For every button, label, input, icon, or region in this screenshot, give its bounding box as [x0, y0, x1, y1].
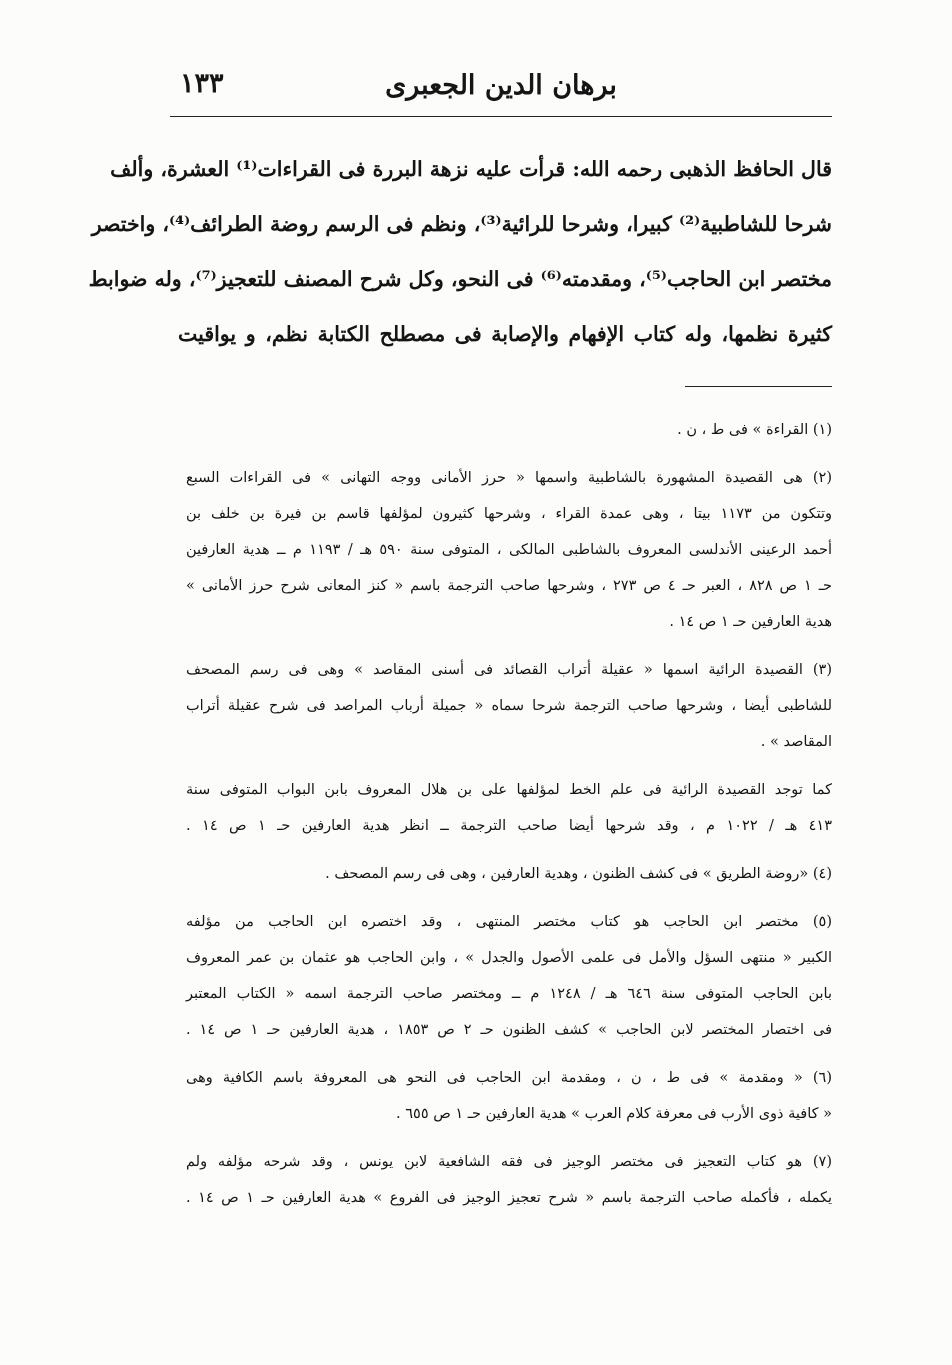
- footnotes: [186, 412, 832, 1228]
- footnote-line: المقاصد » .: [760, 734, 832, 750]
- footnote-5: [186, 904, 832, 1048]
- footnote-line: يكمله ، فأكمله صاحب الترجمة باسم « شرح تعجيز الوجيز فى الفروع » هدية العارفين حـ ١ ص ١٤ .: [186, 1190, 833, 1206]
- footnote-line: ٤١٣ هـ / ١٠٢٢ م ، وقد شرحها أيضا صاحب الترجمة ــ انظر هدية العارفين حـ ١ ص ١٤ .: [186, 818, 833, 834]
- footnote-3: [186, 652, 832, 760]
- footnote-line: وتتكون من ١١٧٣ بيتا ، وهى عمدة القراء ، وشرحها كثيرون لمؤلفها قاسم بن فيرة بن خلف بن: [186, 506, 832, 522]
- running-title: برهان الدين الجعبرى: [385, 70, 617, 101]
- page-header: [170, 56, 832, 117]
- footnote-line: هدية العارفين حـ ١ ص ١٤ .: [669, 614, 832, 630]
- footnote-line: للشاطبى أيضا ، وشرحها صاحب الترجمة شرحا سماه « جميلة أرباب المراصد فى شرح عقيلة أتراب: [186, 698, 832, 714]
- footnote-line: أحمد الرعينى الأندلسى المعروف بالشاطبى المالكى ، المتوفى سنة ٥٩٠ هـ / ١١٩٣ م ــ هدية العارفين: [186, 542, 832, 558]
- footnote-3-continued: [186, 772, 832, 844]
- footnote-line: الكبير « منتهى السؤل والأمل فى علمى الأصول والجدل » ، وابن الحاجب هو عثمان بن عمر المعروف: [186, 950, 832, 966]
- footnote-line: حـ ١ ص ٨٢٨ ، العبر حـ ٤ ص ٢٧٣ ، وشرحها صاحب الترجمة باسم « كنز المعانى شرح حرز الأمانى »: [186, 578, 832, 594]
- footnote-line: (٤) «روضة الطريق » فى كشف الظنون ، وهدية العارفين ، وهى فى رسم المصحف .: [325, 866, 832, 882]
- footnote-line: (٦) « ومقدمة » فى ط ، ن ، ومقدمة ابن الحاجب فى النحو هى المعروفة باسم الكافية وهى: [186, 1070, 832, 1086]
- body-line: مختصر ابن الحاجب⁽⁵⁾، ومقدمته⁽⁶⁾ فى النحو، وكل شرح المصنف للتعجيز⁽⁷⁾، وله ضوابط: [88, 267, 832, 291]
- footnote-line: فى اختصار المختصر لابن الحاجب » كشف الظنون حـ ٢ ص ١٨٥٣ ، هدية العارفين حـ ١ ص ١٤ .: [186, 1022, 833, 1038]
- page-number: ١٣٣: [180, 68, 224, 99]
- body-line: كثيرة نظمها، وله كتاب الإفهام والإصابة فى مصطلح الكتابة نظم، و يواقيت: [178, 322, 832, 346]
- footnote-line: (٣) القصيدة الرائية اسمها « عقيلة أتراب القصائد فى أسنى المقاصد » وهى فى رسم المصحف: [186, 662, 832, 678]
- footnote-6: [186, 1060, 832, 1132]
- body-line: شرحا للشاطبية⁽²⁾ كبيرا، وشرحا للرائية⁽³⁾، ونظم فى الرسم روضة الطرائف⁽⁴⁾، واختصر: [91, 212, 832, 236]
- footnote-line: (٥) مختصر ابن الحاجب هو كتاب مختصر المنتهى ، وقد اختصره ابن الحاجب من مؤلفه: [186, 914, 832, 930]
- footnote-separator: [685, 386, 832, 387]
- footnote-line: « كافية ذوى الأرب فى معرفة كلام العرب » هدية العارفين حـ ١ ص ٦٥٥ .: [396, 1106, 832, 1122]
- footnote-4: [186, 856, 832, 892]
- footnote-line: كما توجد القصيدة الرائية فى علم الخط لمؤلفها على بن هلال المعروف بابن البواب المتوفى سنة: [186, 782, 832, 798]
- footnote-line: بابن الحاجب المتوفى سنة ٦٤٦ هـ / ١٢٤٨ م ــ ومختصر صاحب الترجمة اسمه « الكتاب المعتبر: [186, 986, 833, 1002]
- body-line: قال الحافظ الذهبى رحمه الله: قرأت عليه نزهة البررة فى القراءات⁽¹⁾ العشرة، وألف: [110, 157, 832, 181]
- footnote-1: [186, 412, 832, 448]
- footnote-line: (١) القراءة » فى ط ، ن .: [677, 422, 832, 438]
- footnote-7: [186, 1144, 832, 1216]
- footnote-line: (٧) هو كتاب التعجيز فى مختصر الوجيز فى فقه الشافعية لابن يونس ، وقد شرحه مؤلفه ولم: [186, 1154, 832, 1170]
- footnote-line: (٢) هى القصيدة المشهورة بالشاطبية واسمها « حرز الأمانى ووجه التهانى » فى القراءات السبع: [186, 470, 832, 486]
- main-text: [88, 142, 832, 362]
- footnote-2: [186, 460, 832, 640]
